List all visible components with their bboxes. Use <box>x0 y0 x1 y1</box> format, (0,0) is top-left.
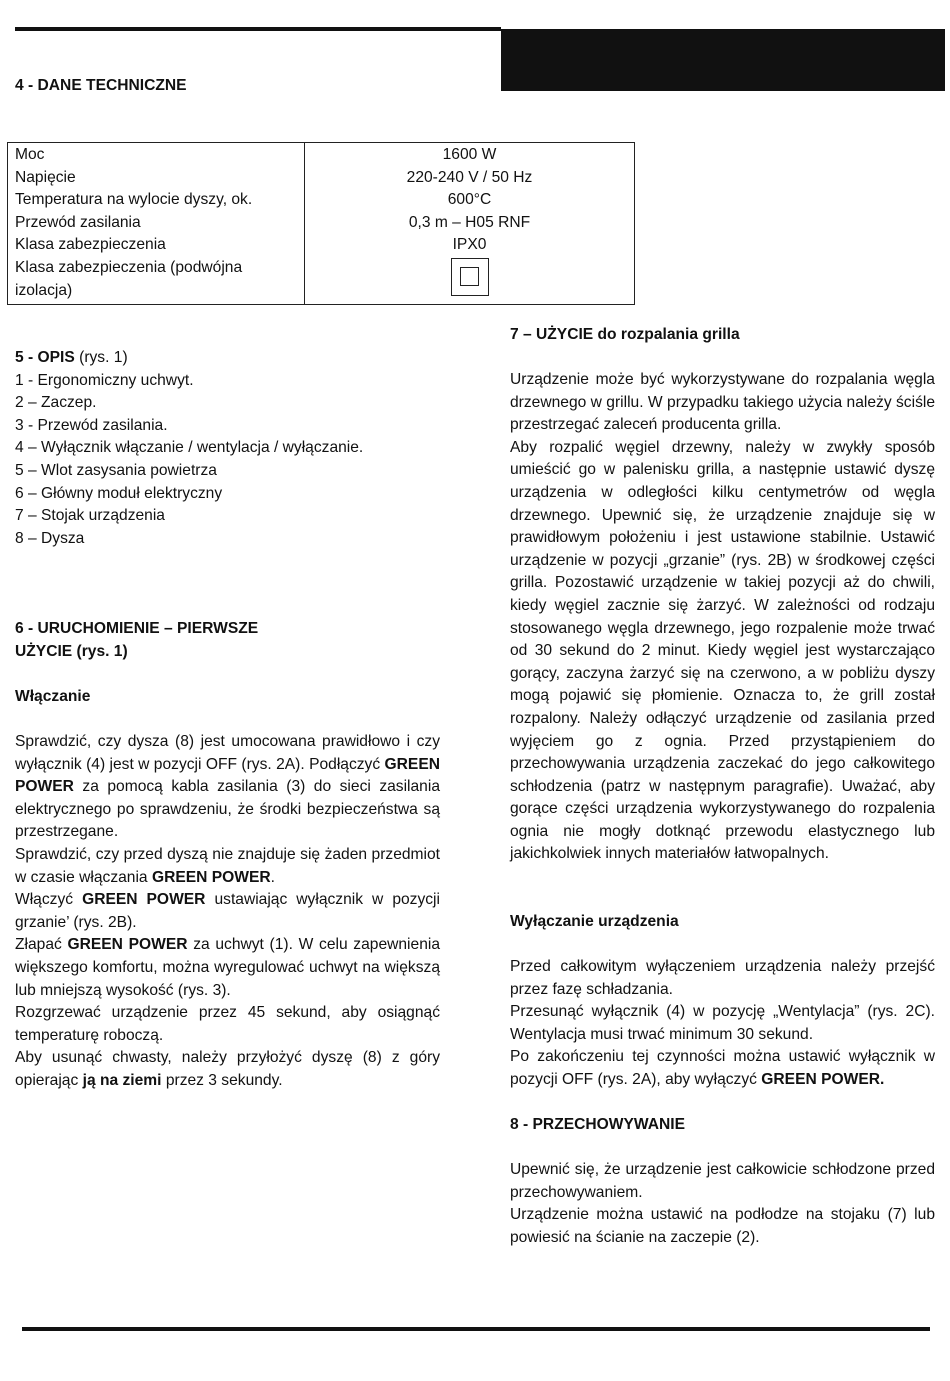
header-black-tab <box>501 29 945 91</box>
section-6 <box>15 618 440 663</box>
spec-label: Moc <box>15 146 45 163</box>
section-4-title: 4 - DANE TECHNICZNE <box>15 77 187 94</box>
section-6-title-line2: UŻYCIE (rys. 1) <box>15 642 128 660</box>
bottom-rule <box>22 1327 930 1331</box>
paragraph: Urządzenie można ustawić na podłodze na stojaku (7) lub powiesić na ścianie na zaczepie (2). <box>510 1206 935 1246</box>
paragraph: Urządzenie może być wykorzystywane do rozpalania węgla drzewnego w grillu. W przypadku takiego użycia należy ściśle przestrzegać zaleceń producenta grilla. <box>510 371 935 434</box>
section-7-shutdown-body <box>510 956 935 1092</box>
section-8-body <box>510 1159 935 1249</box>
double-insulation-icon <box>451 258 489 296</box>
paragraph: Przed całkowitym wyłączeniem urządzenia należy przejść przez fazę schładzania. <box>510 958 935 998</box>
section-6-body <box>15 731 440 1093</box>
paragraph: Włączyć GREEN POWER ustawiając wyłącznik w pozycji grzanie’ (rys. 2B). <box>15 891 440 931</box>
section-7-body <box>510 369 935 866</box>
top-rule <box>15 27 501 31</box>
list-item: 2 – Zaczep. <box>15 394 97 412</box>
spec-label: Przewód zasilania <box>15 213 141 231</box>
list-item: 8 – Dysza <box>15 529 85 547</box>
section-5 <box>15 347 440 550</box>
paragraph: Sprawdzić, czy przed dyszą nie znajduje się żaden przedmiot w czasie włączania GREEN POWER. <box>15 845 440 886</box>
list-item: 1 - Ergonomiczny uchwyt. <box>15 371 194 389</box>
spec-label: Temperatura na wylocie dyszy, ok. <box>15 191 253 209</box>
section-8-title: 8 - PRZECHOWYWANIE <box>510 1116 686 1133</box>
spec-label: Klasa zabezpieczenia (podwójna izolacja) <box>15 258 243 299</box>
spec-value: 1600 W <box>442 146 497 163</box>
paragraph: Po zakończeniu tej czynności można ustawić wyłącznik w pozycji OFF (rys. 2A), aby wyłączyć GREEN POWER. <box>510 1048 935 1088</box>
list-item: 3 - Przewód zasilania. <box>15 416 168 434</box>
section-7-title: 7 – UŻYCIE do rozpalania grilla <box>510 326 740 343</box>
list-item: 5 – Wlot zasysania powietrza <box>15 461 217 479</box>
spec-values-cell <box>305 143 635 305</box>
list-item: 6 – Główny moduł elektryczny <box>15 484 223 502</box>
spec-value: IPX0 <box>452 236 487 254</box>
section-7-subtitle: Wyłączanie urządzenia <box>510 913 679 930</box>
section-6-title-line1: 6 - URUCHOMIENIE – PIERWSZE <box>15 620 259 637</box>
spec-value: 600°C <box>447 191 492 209</box>
spec-label: Napięcie <box>15 168 76 186</box>
section-5-title: 5 - OPIS (rys. 1) <box>15 349 128 366</box>
paragraph: Przesunąć wyłącznik (4) w pozycję „Wentylacja” (rys. 2C). Wentylacja musi trwać minimum 30 sekund. <box>510 1003 935 1043</box>
spec-label: Klasa zabezpieczenia <box>15 236 166 254</box>
paragraph: Aby rozpalić węgiel drzewny, należy w zwykły sposób umieścić go w palenisku grilla, a następnie ustawić dyszę urządzenia w odległości kilku centymetrów od węgla drzewnego. Upewnić się, że urządzenie znajduje się w prawidłowym położeniu i jest ustawione stabilnie. Ustawić urządzenie w pozycji „grzanie” (rys. 2B) w środkowej części grilla. Pozostawić urządzenie w takiej pozycji aż do chwili, kiedy węgiel zacznie się żarzyć. W zależności od rodzaju stosowanego węgla drzewnego, jego rozpalenie może trwać od 30 sekund do 2 minut. Kiedy węgiel jest wystarczająco gorący, zaczyna żarzyć się na czerwono, a w pobliżu dyszy mogą pojawić się płomienie. Oznacza to, że grill został rozpalony. Należy odłączyć urządzenie od zasilania przed wyjęciem go z ognia. Przed przystąpieniem do przechowywania urządzenia zaczekać do jego całkowitego schłodzenia (patrz w następnym paragrafie). Uważać, aby gorące części urządzenia wykorzystywanego do rozpalenia ognia nie mogły dotknąć przewodu elastycznego lub jakichkolwiek innych materiałów łatwopalnych. <box>510 438 935 863</box>
paragraph: Rozgrzewać urządzenie przez 45 sekund, aby osiągnąć temperaturę roboczą. <box>15 1004 440 1044</box>
paragraph: Upewnić się, że urządzenie jest całkowicie schłodzone przed przechowywaniem. <box>510 1161 935 1201</box>
spec-table <box>7 142 635 305</box>
list-item: 4 – Wyłącznik włączanie / wentylacja / wyłączanie. <box>15 439 364 457</box>
spec-labels-cell <box>8 143 305 305</box>
paragraph: Złapać GREEN POWER za uchwyt (1). W celu zapewnienia większego komfortu, można wyregulować uchwyt na większą lub mniejszą wysokość (rys. 3). <box>15 936 440 999</box>
spec-value: 0,3 m – H05 RNF <box>408 213 531 231</box>
paragraph: Aby usunąć chwasty, należy przyłożyć dyszę (8) z góry opierając ją na ziemi przez 3 sekundy. <box>15 1049 440 1089</box>
spec-value: 220-240 V / 50 Hz <box>406 168 533 186</box>
list-item: 7 – Stojak urządzenia <box>15 507 165 525</box>
section-6-subtitle: Włączanie <box>15 688 91 705</box>
paragraph: Sprawdzić, czy dysza (8) jest umocowana prawidłowo i czy wyłącznik (4) jest w pozycji OFF (rys. 2A). Podłączyć GREEN POWER za pomocą kabla zasilania (3) do sieci zasilania elektrycznego po sprawdzeniu, że środki bezpieczeństwa są przestrzegane. <box>15 733 440 841</box>
